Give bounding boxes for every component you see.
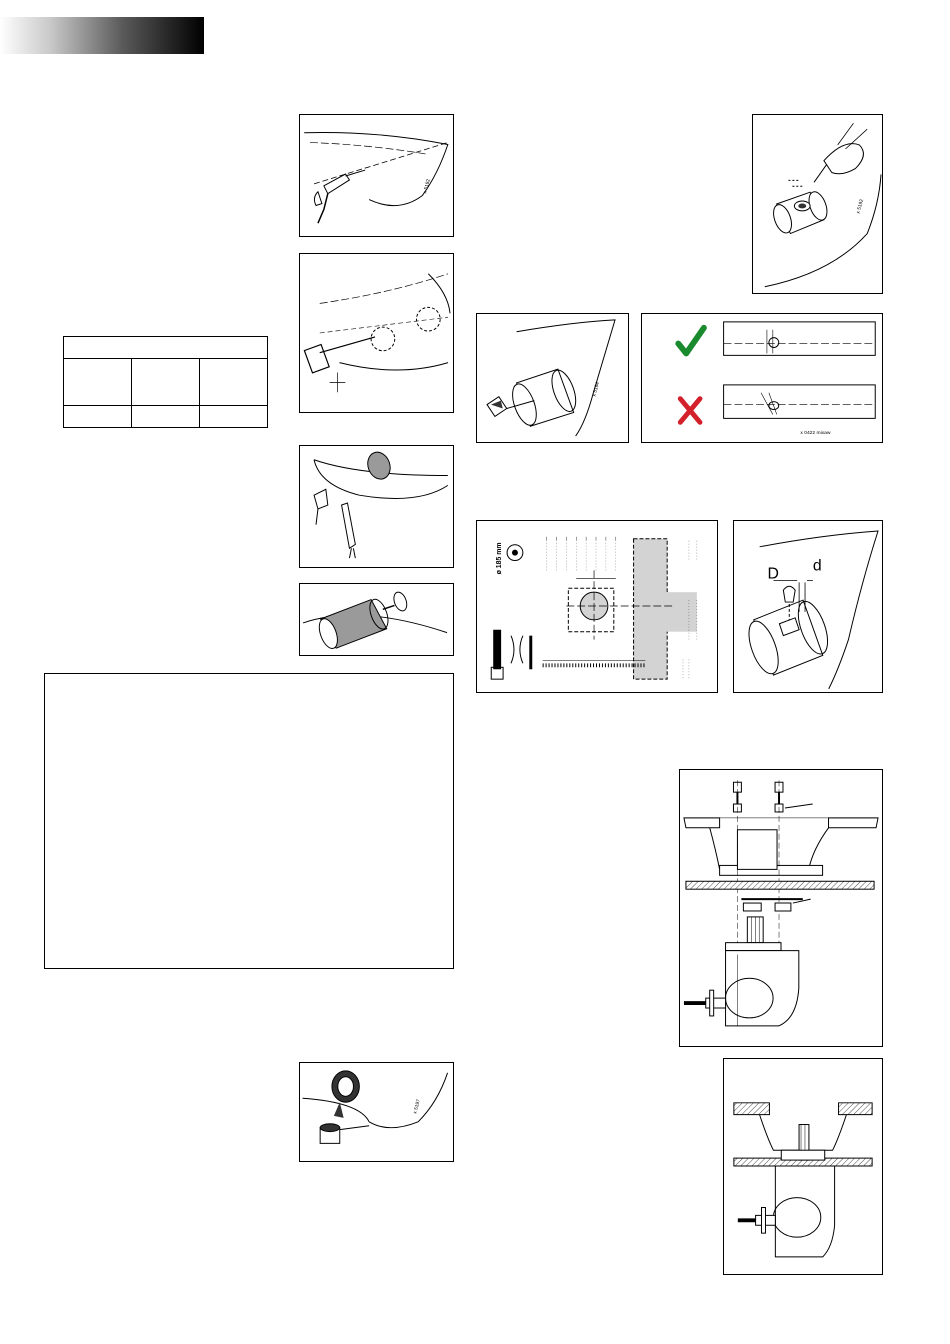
figure-code: x 5192: [856, 198, 866, 215]
figure-mark-position: [752, 114, 883, 294]
notice-box: [44, 673, 454, 969]
figure-template-on-tube: [476, 313, 629, 443]
label-capital-d: D: [767, 565, 779, 583]
figure-code: x 5194: [592, 381, 602, 398]
specification-table: [63, 336, 268, 428]
check-mark-icon: [678, 328, 704, 354]
figure-tube-insert: [299, 583, 454, 656]
label-small-d: d: [812, 557, 822, 575]
figure-sealant: [299, 1062, 454, 1162]
figure-assembly-exploded: [679, 769, 883, 1047]
cross-mark-icon: [680, 399, 700, 423]
figure-code: x 5192: [423, 178, 432, 195]
figure-alignment-check: [641, 313, 883, 443]
figure-hull-hole-cut: [299, 445, 454, 568]
figure-assembly-mounted: [723, 1058, 883, 1275]
figure-drilling-template: [476, 520, 718, 693]
header-gradient-bar: [0, 17, 204, 54]
figure-drill-pilot-hole: [299, 114, 454, 237]
figure-code: x 0422 mixaw: [800, 431, 831, 437]
template-diameter-label: ø 185 mm: [496, 542, 504, 575]
figure-code: x 5197: [413, 1098, 422, 1115]
figure-hole-template: [299, 253, 454, 413]
figure-measure-thickness: [733, 520, 883, 693]
